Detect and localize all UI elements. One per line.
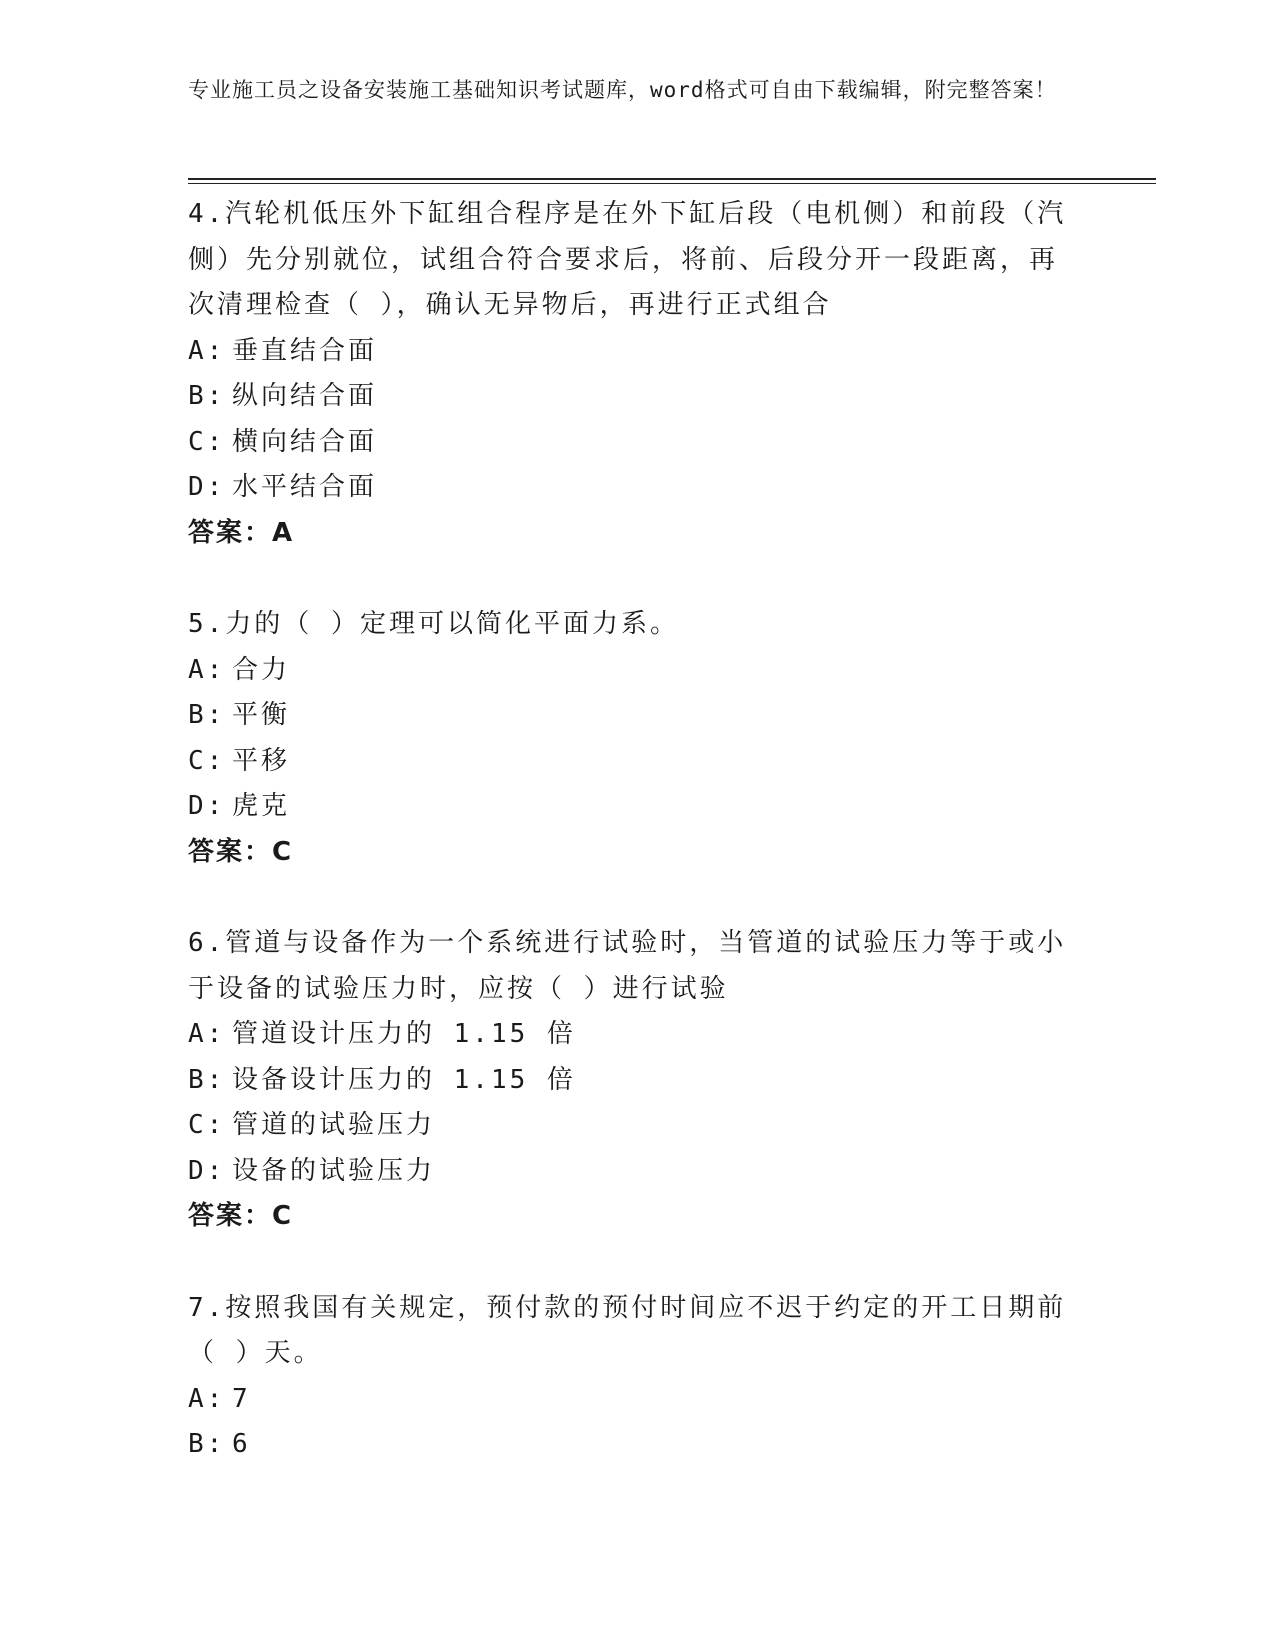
option-a [188, 1012, 1068, 1058]
option-text: 6 [232, 1429, 251, 1459]
option-text: 管道的试验压力 [232, 1110, 436, 1140]
option-text: 水平结合面 [232, 472, 378, 502]
option-text: 管道设计压力的 1.15 倍 [232, 1019, 576, 1049]
option-key: B: [188, 1064, 226, 1095]
option-a [188, 1377, 1068, 1423]
header-text: 专业施工员之设备安装施工基础知识考试题库，word格式可自由下载编辑，附完整答案！ [188, 78, 1057, 102]
option-key: B: [188, 700, 226, 730]
option-key: A: [188, 1383, 226, 1414]
option-key: B: [188, 381, 226, 411]
answer: 答案：A [188, 517, 295, 548]
option-text: 平移 [232, 745, 291, 776]
option-text: 合力 [232, 654, 291, 685]
option-c [188, 420, 1068, 466]
header-divider-thin [188, 183, 1156, 184]
option-key: A: [188, 654, 226, 685]
answer: 答案：C [188, 1201, 294, 1231]
option-text: 横向结合面 [232, 426, 378, 457]
document-header [188, 74, 1068, 106]
option-key: C: [188, 1110, 226, 1140]
option-a [188, 648, 1068, 694]
option-a [188, 329, 1068, 375]
option-d [188, 1149, 1068, 1195]
option-key: D: [188, 472, 226, 502]
option-d [188, 465, 1068, 511]
option-b [188, 374, 1068, 420]
question-text: 7.按照我国有关规定，预付款的预付时间应不迟于约定的开工日期前（ ）天。 [188, 1292, 1067, 1368]
option-c [188, 739, 1068, 785]
header-divider-thick [188, 178, 1156, 180]
option-key: D: [188, 1155, 226, 1186]
option-b [188, 693, 1068, 739]
question-text: 5.力的（ ）定理可以简化平面力系。 [188, 609, 679, 639]
option-text: 设备的试验压力 [232, 1155, 436, 1186]
option-key: A: [188, 1019, 226, 1049]
option-key: C: [188, 426, 226, 457]
question-list [188, 192, 1068, 1514]
option-key: B: [188, 1429, 226, 1459]
question-text: 4.汽轮机低压外下缸组合程序是在外下缸后段（电机侧）和前段（汽侧）先分别就位，试组合符合要求后，将前、后段分开一段距离，再次清理检查（ ），确认无异物后，再进行正式组合 [188, 199, 1067, 320]
answer: 答案：C [188, 836, 294, 867]
option-b [188, 1058, 1068, 1104]
option-d [188, 784, 1068, 830]
question-5 [188, 602, 1068, 875]
option-text: 平衡 [232, 700, 291, 730]
option-text: 垂直结合面 [232, 335, 378, 366]
option-text: 7 [232, 1383, 251, 1414]
option-b [188, 1422, 1068, 1468]
option-key: A: [188, 335, 226, 366]
option-text: 设备设计压力的 1.15 倍 [232, 1064, 576, 1095]
option-c [188, 1103, 1068, 1149]
question-6 [188, 921, 1068, 1240]
option-text: 虎克 [232, 791, 291, 821]
option-key: D: [188, 791, 226, 821]
question-text: 6.管道与设备作为一个系统进行试验时，当管道的试验压力等于或小于设备的试验压力时，应按（ ）进行试验 [188, 928, 1067, 1004]
option-text: 纵向结合面 [232, 381, 378, 411]
question-7 [188, 1286, 1068, 1468]
option-key: C: [188, 745, 226, 776]
question-4 [188, 192, 1068, 556]
